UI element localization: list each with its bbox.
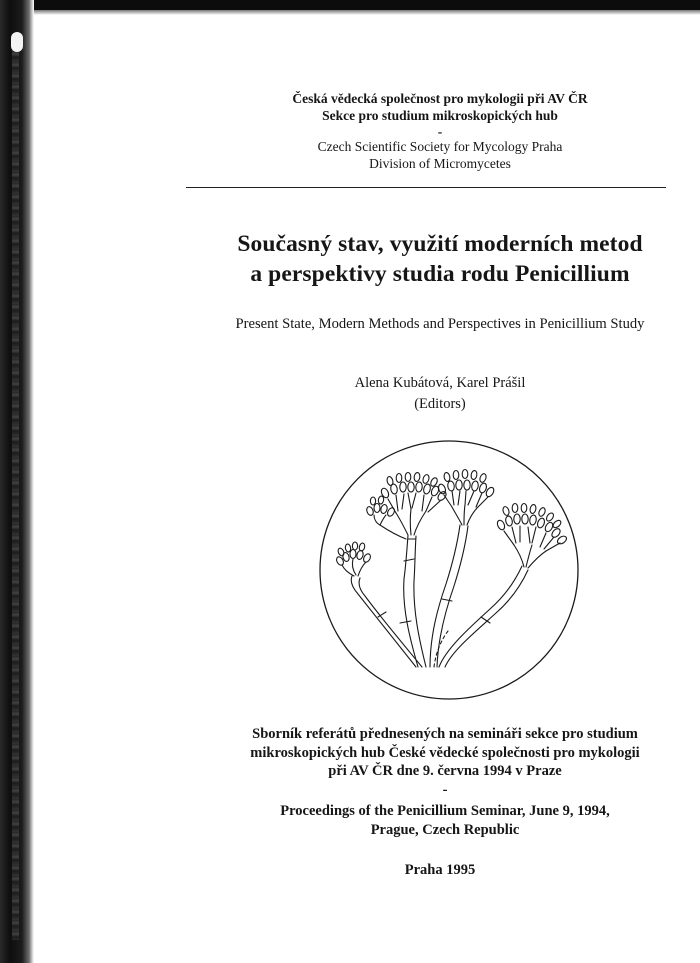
- org-line-5: Division of Micromycetes: [369, 155, 511, 171]
- editors-block: [300, 373, 580, 415]
- editors-role: (Editors): [414, 396, 466, 412]
- header-divider: [186, 187, 666, 188]
- proceedings-en-line-2: Prague, Czech Republic: [370, 821, 520, 838]
- editor-names: Alena Kubátová, Karel Prášil: [354, 375, 526, 391]
- org-line-4: Czech Scientific Society for Mycology Praha: [317, 139, 563, 154]
- proceedings-czech: [210, 725, 680, 799]
- proceedings-line-1: Sborník referátů přednesených na semináři sekce pro studium: [252, 726, 638, 742]
- proceedings-line-2: mikroskopických hub České vědecké společnosti pro mykologii: [250, 744, 640, 761]
- org-line-2: Sekce pro studium mikroskopických hub: [322, 107, 558, 123]
- proceedings-separator: -: [442, 781, 448, 798]
- page-title: [180, 229, 700, 289]
- title-line-1: Současný stav, využití moderních metod: [237, 231, 643, 257]
- organization-english: [200, 139, 680, 172]
- proceedings-english: [210, 802, 680, 839]
- imprint-place-year: Praha 1995: [404, 862, 476, 878]
- organization-czech: [200, 91, 680, 141]
- org-separator: -: [437, 124, 443, 139]
- penicillium-conidiophore-drawing-icon: [318, 439, 580, 701]
- proceedings-en-line-1: Proceedings of the Penicillium Seminar, June 9, 1994,: [280, 803, 610, 819]
- title-line-2: a perspektivy studia rodu Penicillium: [250, 261, 630, 287]
- proceedings-line-3: při AV ČR dne 9. června 1994 v Praze: [328, 763, 562, 779]
- org-line-1: Česká vědecká společnost pro mykologii při AV ČR: [292, 91, 588, 106]
- subtitle-english: Present State, Modern Methods and Perspectives in Penicillium Study: [235, 316, 645, 332]
